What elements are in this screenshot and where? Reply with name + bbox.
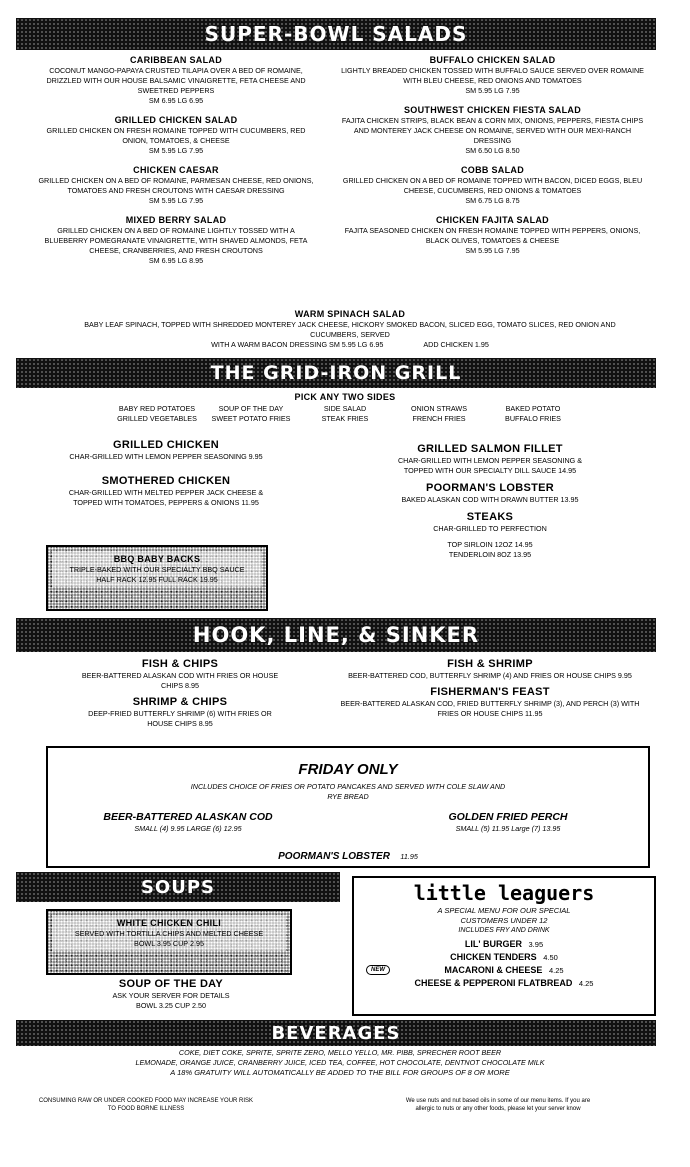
- item-price: SM 5.95 LG 7.95: [465, 246, 520, 255]
- item-name: STEAKS: [466, 511, 514, 523]
- item-name: POORMAN'S LOBSTER: [278, 851, 390, 862]
- hook-banner-text: HOOK, LINE, & SINKER: [192, 623, 480, 647]
- item-name: CHICKEN FAJITA SALAD: [435, 215, 549, 225]
- leaguers-sub: A SPECIAL MENU FOR OUR SPECIAL: [437, 906, 571, 915]
- item-desc: COCONUT MANGO-PAPAYA CRUSTED TILAPIA OVER A BED OF ROMAINE, DRIZZLED WITH OUR HOUSE BALSAMIC VINAIGRETTE, FETA CHEESE AND SWEETRED PEPPERS: [46, 66, 306, 95]
- hook-right-column: [340, 657, 640, 727]
- item-name: CHEESE & PEPPERONI FLATBREAD: [414, 978, 573, 988]
- item-desc: BABY LEAF SPINACH, TOPPED WITH SHREDDED MONTEREY JACK CHEESE, HICKORY SMOKED BACON, SLICED EGG, TOMATO SLICES, RED ONION AND CUCUMBERS, SERVED: [84, 320, 616, 339]
- menu-item: [36, 54, 316, 106]
- item-price: SM 6.50 LG 8.50: [465, 146, 520, 155]
- item-name: CHICKEN TENDERS: [450, 952, 537, 962]
- item-price: SMALL (5) 11.95 Large (7) 13.95: [455, 824, 561, 833]
- nut-allergy-note: We use nuts and nut based oils in some of our menu items. If you are allergic to nuts or any other foods, please let your server know: [405, 1098, 591, 1112]
- item-price: SM 6.75 LG 8.75: [465, 196, 520, 205]
- leaguers-item: [354, 977, 654, 990]
- hook-banner: [16, 618, 656, 652]
- item-name: WHITE CHICKEN CHILI: [116, 918, 222, 928]
- item-price: HALF RACK 12.95 FULL RACK 19.95: [96, 575, 218, 584]
- item-name: CARIBBEAN SALAD: [130, 55, 222, 65]
- leaguers-sub: CUSTOMERS UNDER 12: [460, 916, 548, 925]
- friday-title: FRIDAY ONLY: [298, 761, 398, 778]
- item-name: BUFFALO CHICKEN SALAD: [429, 55, 556, 65]
- side-item: BABY RED POTATOES: [118, 404, 196, 413]
- new-badge: NEW: [366, 965, 390, 975]
- item-desc: GRILLED CHICKEN ON A BED OF ROMAINE, PARMESAN CHEESE, RED ONIONS, TOMATOES AND FRESH CROUTONS WITH CAESAR DRESSING: [38, 176, 314, 195]
- menu-item: [395, 481, 585, 505]
- item-name: SMOTHERED CHICKEN: [101, 475, 231, 487]
- item-name: SOUP OF THE DAY: [118, 978, 224, 990]
- item-desc: CHAR-GRILLED WITH MELTED PEPPER JACK CHEESE & TOPPED WITH TOMATOES, PEPPERS & ONIONS 11.95: [68, 488, 264, 507]
- item-price: SM 6.95 LG 8.95: [148, 256, 204, 265]
- bbq-inner: [52, 551, 262, 587]
- beverages-list: [30, 1048, 650, 1078]
- item-price: SM 5.95 LG 7.95: [465, 86, 520, 95]
- menu-item: [36, 164, 316, 206]
- item-name: CHICKEN CAESAR: [133, 165, 219, 175]
- steak-line: TENDERLOIN 8OZ 13.95: [448, 550, 532, 559]
- beverage-line: LEMONADE, ORANGE JUICE, CRANBERRY JUICE, ICED TEA, COFFEE, HOT CHOCOLATE, DENTNOT CHOCOLATE MILK: [135, 1058, 545, 1067]
- item-desc: ASK YOUR SERVER FOR DETAILS: [112, 991, 230, 1000]
- item-price: 4.50: [543, 953, 558, 962]
- item-price: SM 6.95 LG 6.95: [148, 96, 204, 105]
- item-desc: GRILLED CHICKEN ON A BED OF ROMAINE LIGHTLY TOSSED WITH A BLUEBERRY POMEGRANATE VINAIGRETTE, WITH SHAVED ALMONDS, FETA CHEESE, CRANBERRIES, AND FRESH CROUTONS: [44, 226, 308, 255]
- raw-food-warning: CONSUMING RAW OR UNDER COOKED FOOD MAY INCREASE YOUR RISK TO FOOD BORNE ILLNESS: [38, 1098, 254, 1112]
- menu-item: [340, 657, 640, 681]
- item-name: BBQ BABY BACKS: [113, 554, 201, 564]
- item-name: GRILLED CHICKEN SALAD: [114, 115, 238, 125]
- menu-item: [395, 442, 585, 476]
- side-item: BAKED POTATO: [505, 404, 561, 413]
- item-name: POORMAN'S LOBSTER: [425, 482, 555, 494]
- chili-inner: [52, 915, 286, 951]
- item-name: COBB SALAD: [461, 165, 524, 175]
- grill-left-column: [66, 438, 266, 516]
- salads-banner-text: SUPER-BOWL SALADS: [204, 22, 468, 46]
- side-item: STEAK FRIES: [321, 414, 369, 423]
- item-desc: BEER-BATTERED ALASKAN COD, FRIED BUTTERFLY SHRIMP (3), AND PERCH (3) WITH FRIES OR HOUSE CHIPS 11.95: [340, 699, 640, 718]
- menu-item: [340, 214, 645, 256]
- item-desc: BEER-BATTERED ALASKAN COD WITH FRIES OR HOUSE CHIPS 8.95: [81, 671, 279, 690]
- item-price: 11.95: [400, 852, 418, 861]
- friday-only-box: [46, 746, 650, 868]
- steak-line: TOP SIRLOIN 12OZ 14.95: [447, 540, 533, 549]
- item-addon: ADD CHICKEN 1.95: [423, 340, 489, 349]
- item-desc: CHAR-GRILLED WITH LEMON PEPPER SEASONING & TOPPED WITH OUR SPECIALTY DILL SAUCE 14.95: [397, 456, 583, 475]
- leaguers-item: [354, 964, 654, 977]
- grill-banner: [16, 358, 656, 388]
- item-desc: TRIPLE-BAKED WITH OUR SPECIALTY BBQ SAUCE: [69, 565, 245, 574]
- item-name: MACARONI & CHEESE: [444, 965, 543, 975]
- item-desc: CHAR-GRILLED WITH LEMON PEPPER SEASONING 9.95: [69, 452, 263, 461]
- item-name: FISH & CHIPS: [141, 658, 219, 670]
- salads-banner: [16, 18, 656, 50]
- beverages-banner: [16, 1020, 656, 1046]
- menu-item: [340, 104, 645, 156]
- side-item: SIDE SALAD: [323, 404, 367, 413]
- item-name: MIXED BERRY SALAD: [125, 215, 227, 225]
- salads-left-column: [36, 54, 316, 274]
- soups-banner-text: SOUPS: [140, 877, 216, 898]
- item-price: 4.25: [578, 979, 594, 988]
- item-name: FISHERMAN'S FEAST: [430, 686, 550, 698]
- item-desc: GRILLED CHICKEN ON FRESH ROMAINE TOPPED WITH CUCUMBERS, RED ONION, TOMATOES, & CHEESE: [46, 126, 306, 145]
- leaguers-title: little leaguers: [413, 881, 595, 905]
- item-price: 3.95: [528, 940, 544, 949]
- side-item: GRILLED VEGETABLES: [117, 414, 197, 423]
- beverages-banner-text: BEVERAGES: [271, 1023, 401, 1044]
- item-desc: FAJITA SEASONED CHICKEN ON FRESH ROMAINE TOPPED WITH PEPPERS, ONIONS, BLACK OLIVES, TOMATOES & CHEESE: [344, 226, 641, 245]
- sides-list: [110, 404, 580, 424]
- item-desc: SERVED WITH TORTILLA CHIPS AND MELTED CHEESE: [74, 929, 264, 938]
- menu-item: [36, 214, 316, 266]
- leaguers-item: [354, 938, 654, 951]
- menu-item: [395, 510, 585, 560]
- friday-subtitle: INCLUDES CHOICE OF FRIES OR POTATO PANCAKES AND SERVED WITH COLE SLAW AND RYE BREAD: [190, 782, 506, 801]
- sides-row: [110, 404, 580, 414]
- item-name: WARM SPINACH SALAD: [294, 309, 406, 319]
- hook-left-column: [80, 657, 280, 737]
- side-item: ONION STRAWS: [410, 404, 468, 413]
- side-item: SOUP OF THE DAY: [218, 404, 284, 413]
- side-item: SWEET POTATO FRIES: [211, 414, 291, 423]
- bbq-box: [46, 545, 268, 611]
- grill-banner-text: THE GRID-IRON GRILL: [210, 362, 462, 384]
- item-name: FISH & SHRIMP: [447, 658, 533, 670]
- menu-item: [66, 438, 266, 462]
- beverage-line: COKE, DIET COKE, SPRITE, SPRITE ZERO, MELLO YELLO, MR. PIBB, SPRECHER ROOT BEER: [178, 1048, 502, 1057]
- salads-right-column: [340, 54, 645, 264]
- item-desc: FAJITA CHICKEN STRIPS, BLACK BEAN & CORN MIX, ONIONS, PEPPERS, FIESTA CHIPS AND MONTEREY JACK CHEESE ON ROMAINE, SERVED WITH OUR MEXI-RANCH DRESSING: [341, 116, 644, 145]
- item-name: SOUTHWEST CHICKEN FIESTA SALAD: [404, 105, 581, 115]
- item-price: BOWL 3.25 CUP 2.50: [136, 1001, 206, 1010]
- item-price: SM 5.95 LG 7.95: [148, 196, 204, 205]
- item-name: GOLDEN FRIED PERCH: [448, 811, 568, 823]
- menu-item: [36, 114, 316, 156]
- little-leaguers-box: [352, 876, 656, 1016]
- menu-item: [80, 695, 280, 729]
- sides-title: [180, 391, 510, 403]
- menu-item: [340, 54, 645, 96]
- item-desc: GRILLED CHICKEN ON A BED OF ROMAINE TOPPED WITH BACON, DICED EGGS, BLEU CHEESE, CUCUMBERS, RED ONIONS & TOMATOES: [342, 176, 643, 195]
- side-item: FRENCH FRIES: [412, 414, 466, 423]
- soup-of-day: [66, 977, 276, 1011]
- item-desc: DEEP-FRIED BUTTERFLY SHRIMP (6) WITH FRIES OR HOUSE CHIPS 8.95: [88, 709, 272, 728]
- item-price: BOWL 3.95 CUP 2.95: [134, 939, 204, 948]
- item-price: SM 5.95 LG 7.95: [148, 146, 204, 155]
- leaguers-item: [354, 951, 654, 964]
- friday-lobster: [48, 846, 648, 864]
- item-desc: CHAR-GRILLED TO PERFECTION: [433, 524, 547, 533]
- side-item: BUFFALO FRIES: [505, 414, 561, 423]
- item-desc: LIGHTLY BREADED CHICKEN TOSSED WITH BUFFALO SAUCE SERVED OVER ROMAINE WITH BLEU CHEESE, RED ONIONS AND TOMATOES: [341, 66, 644, 85]
- friday-cod: [68, 810, 308, 834]
- item-price: SMALL (4) 9.95 LARGE (6) 12.95: [134, 824, 242, 833]
- item-name: BEER-BATTERED ALASKAN COD: [103, 811, 273, 823]
- chili-box: [46, 909, 292, 975]
- spinach-salad: [80, 308, 620, 350]
- item-desc: BEER-BATTERED COD, BUTTERFLY SHRIMP (4) AND FRIES OR HOUSE CHIPS 9.95: [348, 671, 632, 680]
- item-name: GRILLED SALMON FILLET: [417, 443, 563, 455]
- item-price: 4.25: [548, 966, 564, 975]
- menu-item: [340, 685, 640, 719]
- item-desc: BAKED ALASKAN COD WITH DRAWN BUTTER 13.95: [401, 495, 579, 504]
- leaguers-sub: INCLUDES FRY AND DRINK: [458, 927, 550, 934]
- menu-item: [66, 474, 266, 508]
- item-name: GRILLED CHICKEN: [113, 439, 219, 451]
- item-desc-2: WITH A WARM BACON DRESSING SM 5.95 LG 6.95: [211, 340, 384, 349]
- sides-row: [110, 414, 580, 424]
- grill-right-column: [395, 442, 585, 568]
- item-name: LIL' BURGER: [464, 939, 522, 949]
- item-name: SHRIMP & CHIPS: [132, 696, 228, 708]
- soups-banner: [16, 872, 340, 902]
- friday-perch: [398, 810, 618, 834]
- sides-heading: PICK ANY TWO SIDES: [294, 392, 396, 402]
- menu-item: [340, 164, 645, 206]
- gratuity-note: A 18% GRATUITY WILL AUTOMATICALLY BE ADDED TO THE BILL FOR GROUPS OF 8 OR MORE: [170, 1068, 510, 1077]
- menu-item: [80, 657, 280, 691]
- item-desc-row: [80, 340, 620, 350]
